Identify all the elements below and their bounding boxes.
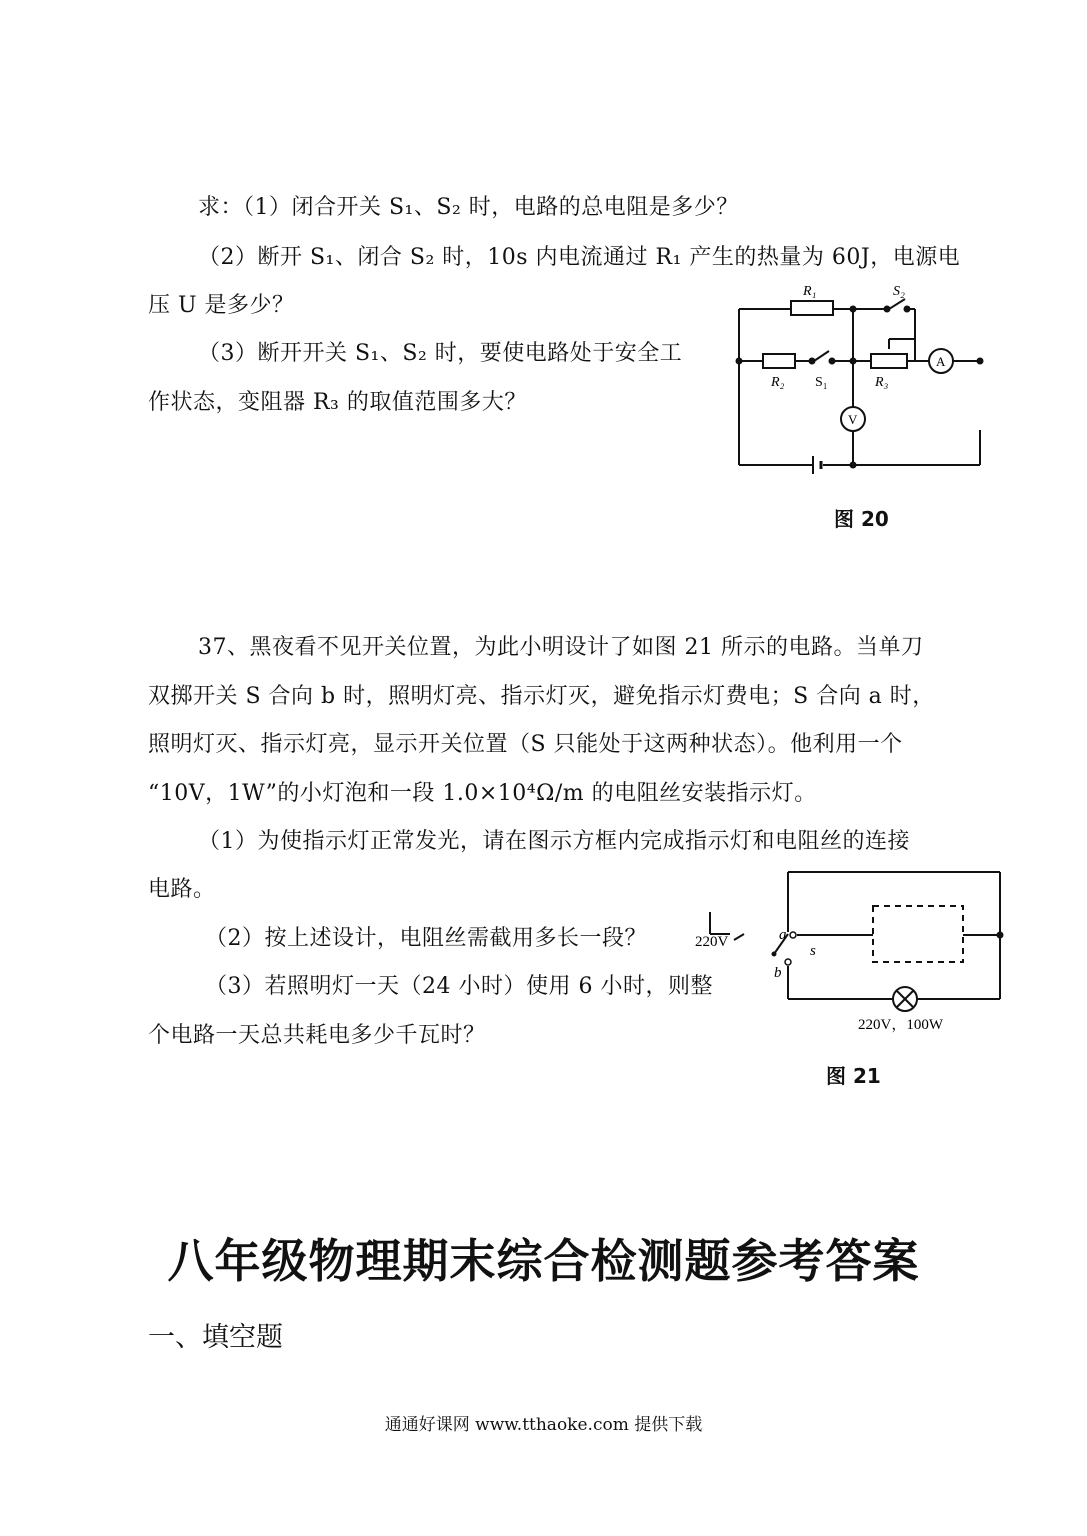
label-s2: S₂: [893, 284, 905, 299]
label-b: b: [774, 965, 782, 981]
label-ammeter: A: [936, 354, 946, 369]
q37-line3: 照明灯灭、指示灯亮，显示开关位置（S 只能处于这两种状态）。他利用一个: [148, 732, 903, 757]
label-220v-source: 220V: [695, 934, 729, 950]
r1-resistor: [791, 301, 833, 315]
s2-switch: [889, 299, 905, 309]
q37-part1-line1: （1）为使指示灯正常发光，请在图示方框内完成指示灯和电阻丝的连接: [198, 829, 910, 854]
q37-part2: （2）按上述设计，电阻丝需截用多长一段？: [205, 926, 647, 951]
empty-dashed-box: [873, 906, 963, 962]
q37-line4: “10V，1W”的小灯泡和一段 1.0×10⁴Ω/m 的电阻丝安装指示灯。: [148, 781, 817, 806]
label-lamp-rating: 220V，100W: [858, 1017, 943, 1033]
r2-resistor: [763, 354, 795, 368]
q37-part3-line2: 个电路一天总共耗电多少千瓦时？: [148, 1023, 486, 1048]
label-r2: R₂: [771, 375, 785, 390]
label-voltmeter: V: [848, 412, 858, 427]
figure-21-caption: 图 21: [826, 1064, 881, 1088]
q36-part2-line1: （2）断开 S₁、闭合 S₂ 时，10s 内电流通过 R₁ 产生的热量为 60J，电源电: [198, 245, 961, 270]
label-s1: S₁: [815, 375, 828, 390]
q37-part3-line1: （3）若照明灯一天（24 小时）使用 6 小时，则整: [205, 974, 713, 999]
s1-switch: [814, 351, 829, 361]
section-fill-in-blank: 一、填空题: [148, 1322, 283, 1353]
q36-part3-line1: （3）断开开关 S₁、S₂ 时，要使电路处于安全工: [198, 341, 683, 366]
label-s: s: [810, 943, 816, 959]
answers-title: 八年级物理期末综合检测题参考答案: [167, 1234, 920, 1288]
q37-part1-line2: 电路。: [148, 877, 216, 902]
label-r1: R₁: [803, 284, 817, 299]
q37-line2: 双掷开关 S 合向 b 时，照明灯亮、指示灯灭，避免指示灯费电；S 合向 a 时，: [148, 684, 935, 709]
label-a: a: [779, 927, 787, 943]
figure-20-caption: 图 20: [834, 507, 889, 531]
footer-credit: 通通好课网 www.tthaoke.com 提供下载: [384, 1415, 703, 1435]
q36-part3-line2: 作状态，变阻器 R₃ 的取值范围多大？: [148, 390, 527, 415]
q36-part2-line2: 压 U 是多少？: [148, 293, 295, 318]
label-r3: R₃: [875, 375, 889, 390]
figure-20-circuit: [725, 275, 995, 480]
r3-rheostat: [871, 354, 907, 368]
q36-ask: 求：（1）闭合开关 S₁、S₂ 时，电路的总电阻是多少？: [198, 195, 739, 220]
q37-line1: 37、黑夜看不见开关位置，为此小明设计了如图 21 所示的电路。当单刀: [198, 635, 924, 660]
figure-21-circuit: [690, 862, 1010, 1042]
